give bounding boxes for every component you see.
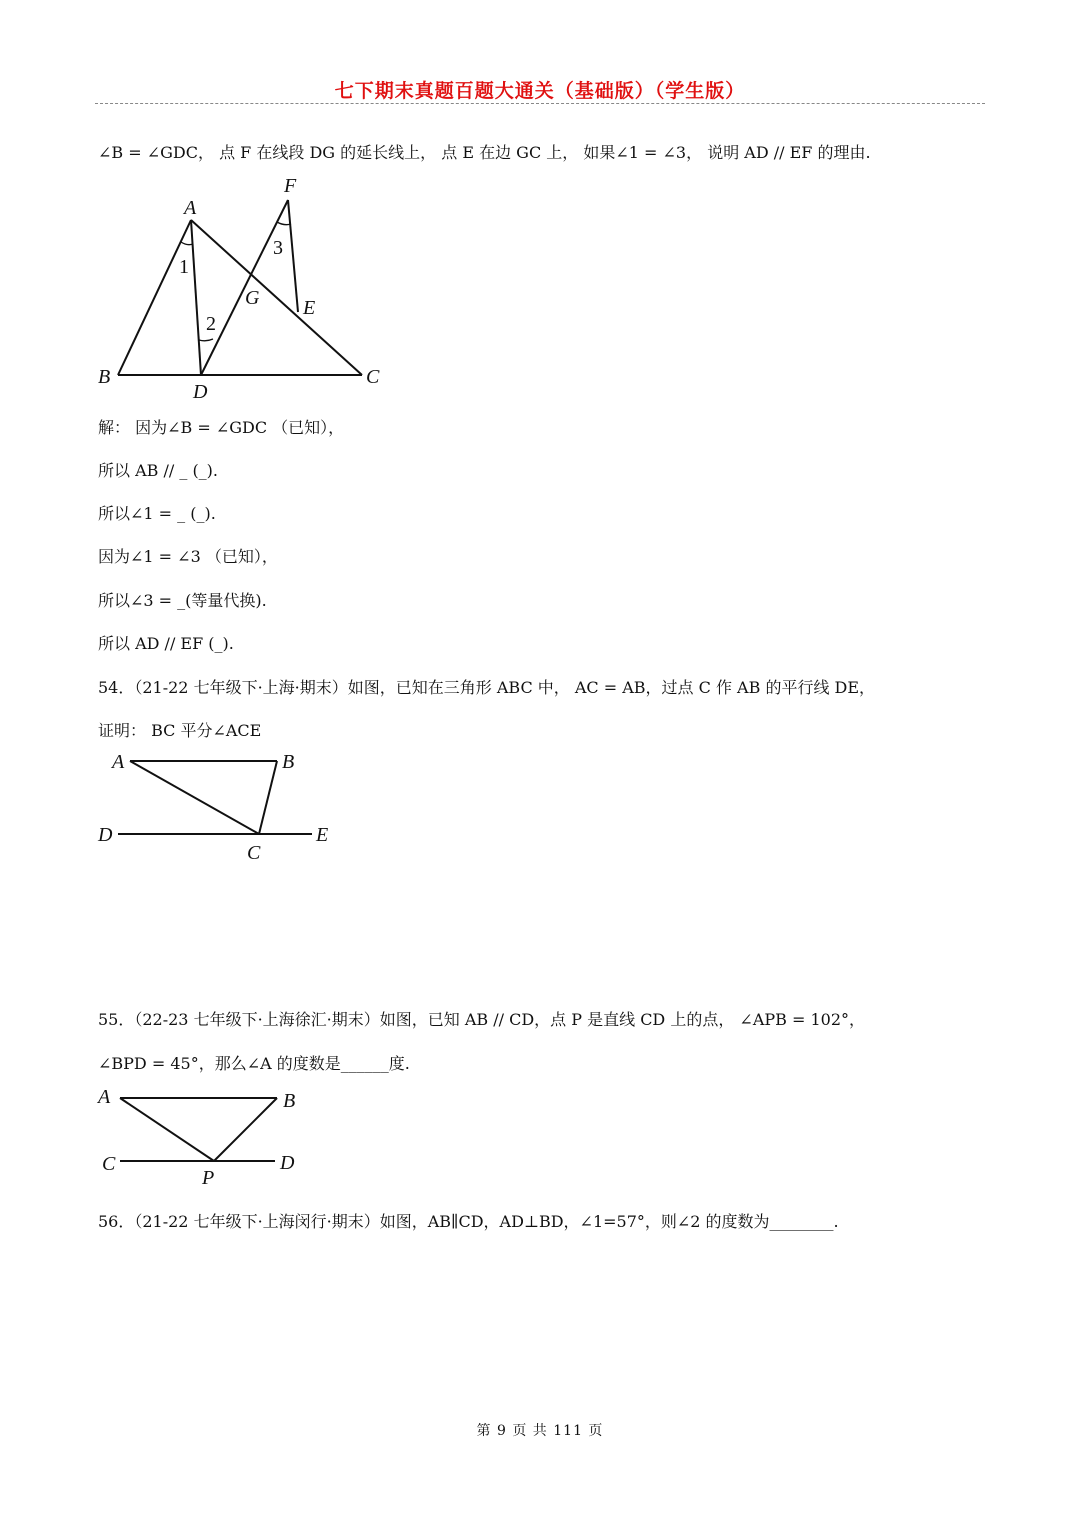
q53-stem: ∠B = ∠GDC， 点 F 在线段 DG 的延长线上， 点 E 在边 GC 上， 如果∠1 = ∠3， 说明 AD // EF 的理由. [98, 143, 871, 162]
q54-line-2: 证明： BC 平分∠ACE [98, 721, 262, 740]
q54-figure [90, 745, 350, 870]
q53-solution-line-6: 所以 AD // EF (_). [98, 634, 234, 653]
angle-1-arc [181, 242, 193, 245]
segment-AD [191, 220, 201, 375]
label-A: A [98, 1086, 111, 1108]
q53-solution-line-3: 所以∠1 = _ (_). [98, 504, 216, 523]
q53-figure [90, 170, 400, 400]
label-angle-3: 3 [273, 237, 283, 259]
label-G: G [245, 287, 260, 309]
segment-AC [130, 761, 259, 834]
q53-solution-line-5: 所以∠3 = _(等量代换). [98, 591, 267, 610]
q55-line-1: 55．（22-23 七年级下·上海徐汇·期末）如图，已知 AB // CD，点 P 是直线 CD 上的点， ∠APB = 102°， [98, 1010, 866, 1029]
label-D: D [280, 1152, 295, 1174]
segment-BA [118, 220, 191, 375]
label-C: C [366, 366, 380, 388]
label-C: C [102, 1153, 116, 1175]
label-A: A [112, 751, 125, 773]
header-divider [95, 103, 985, 104]
segment-BC [259, 761, 277, 834]
segment-BP [214, 1098, 277, 1161]
segment-FE [288, 200, 298, 312]
label-D: D [98, 824, 113, 846]
q55-figure [90, 1080, 320, 1190]
label-A: A [184, 197, 197, 219]
q53-solution-line-2: 所以 AB // _ (_). [98, 461, 219, 480]
document-title: 七下期末真题百题大通关（基础版）（学生版） [334, 80, 746, 102]
q56-line-1: 56．（21-22 七年级下·上海闵行·期末）如图，AB∥CD，AD⊥BD，∠1=57°，则∠2 的度数为________. [98, 1212, 839, 1231]
label-C: C [247, 842, 261, 864]
label-B: B [98, 366, 111, 388]
page-footer: 第 9 页 共 111 页 [476, 1423, 604, 1439]
label-P: P [202, 1167, 215, 1189]
q55-line-2: ∠BPD = 45°，那么∠A 的度数是______度. [98, 1054, 410, 1073]
label-B: B [283, 1090, 296, 1112]
q53-solution-line-4: 因为∠1 = ∠3 （已知）， [98, 547, 278, 566]
label-B: B [282, 751, 295, 773]
angle-2-arc [199, 339, 213, 341]
label-E: E [303, 297, 316, 319]
angle-3-arc [277, 222, 291, 225]
q54-line-1: 54．（21-22 七年级下·上海·期末）如图，已知在三角形 ABC 中， AC = AB，过点 C 作 AB 的平行线 DE， [98, 678, 876, 697]
label-angle-2: 2 [206, 313, 216, 335]
label-D: D [193, 381, 208, 400]
label-E: E [316, 824, 329, 846]
label-F: F [284, 175, 297, 197]
q53-solution-line-1: 解： 因为∠B = ∠GDC （已知）， [98, 418, 345, 437]
segment-AP [120, 1098, 214, 1161]
label-angle-1: 1 [179, 256, 189, 278]
